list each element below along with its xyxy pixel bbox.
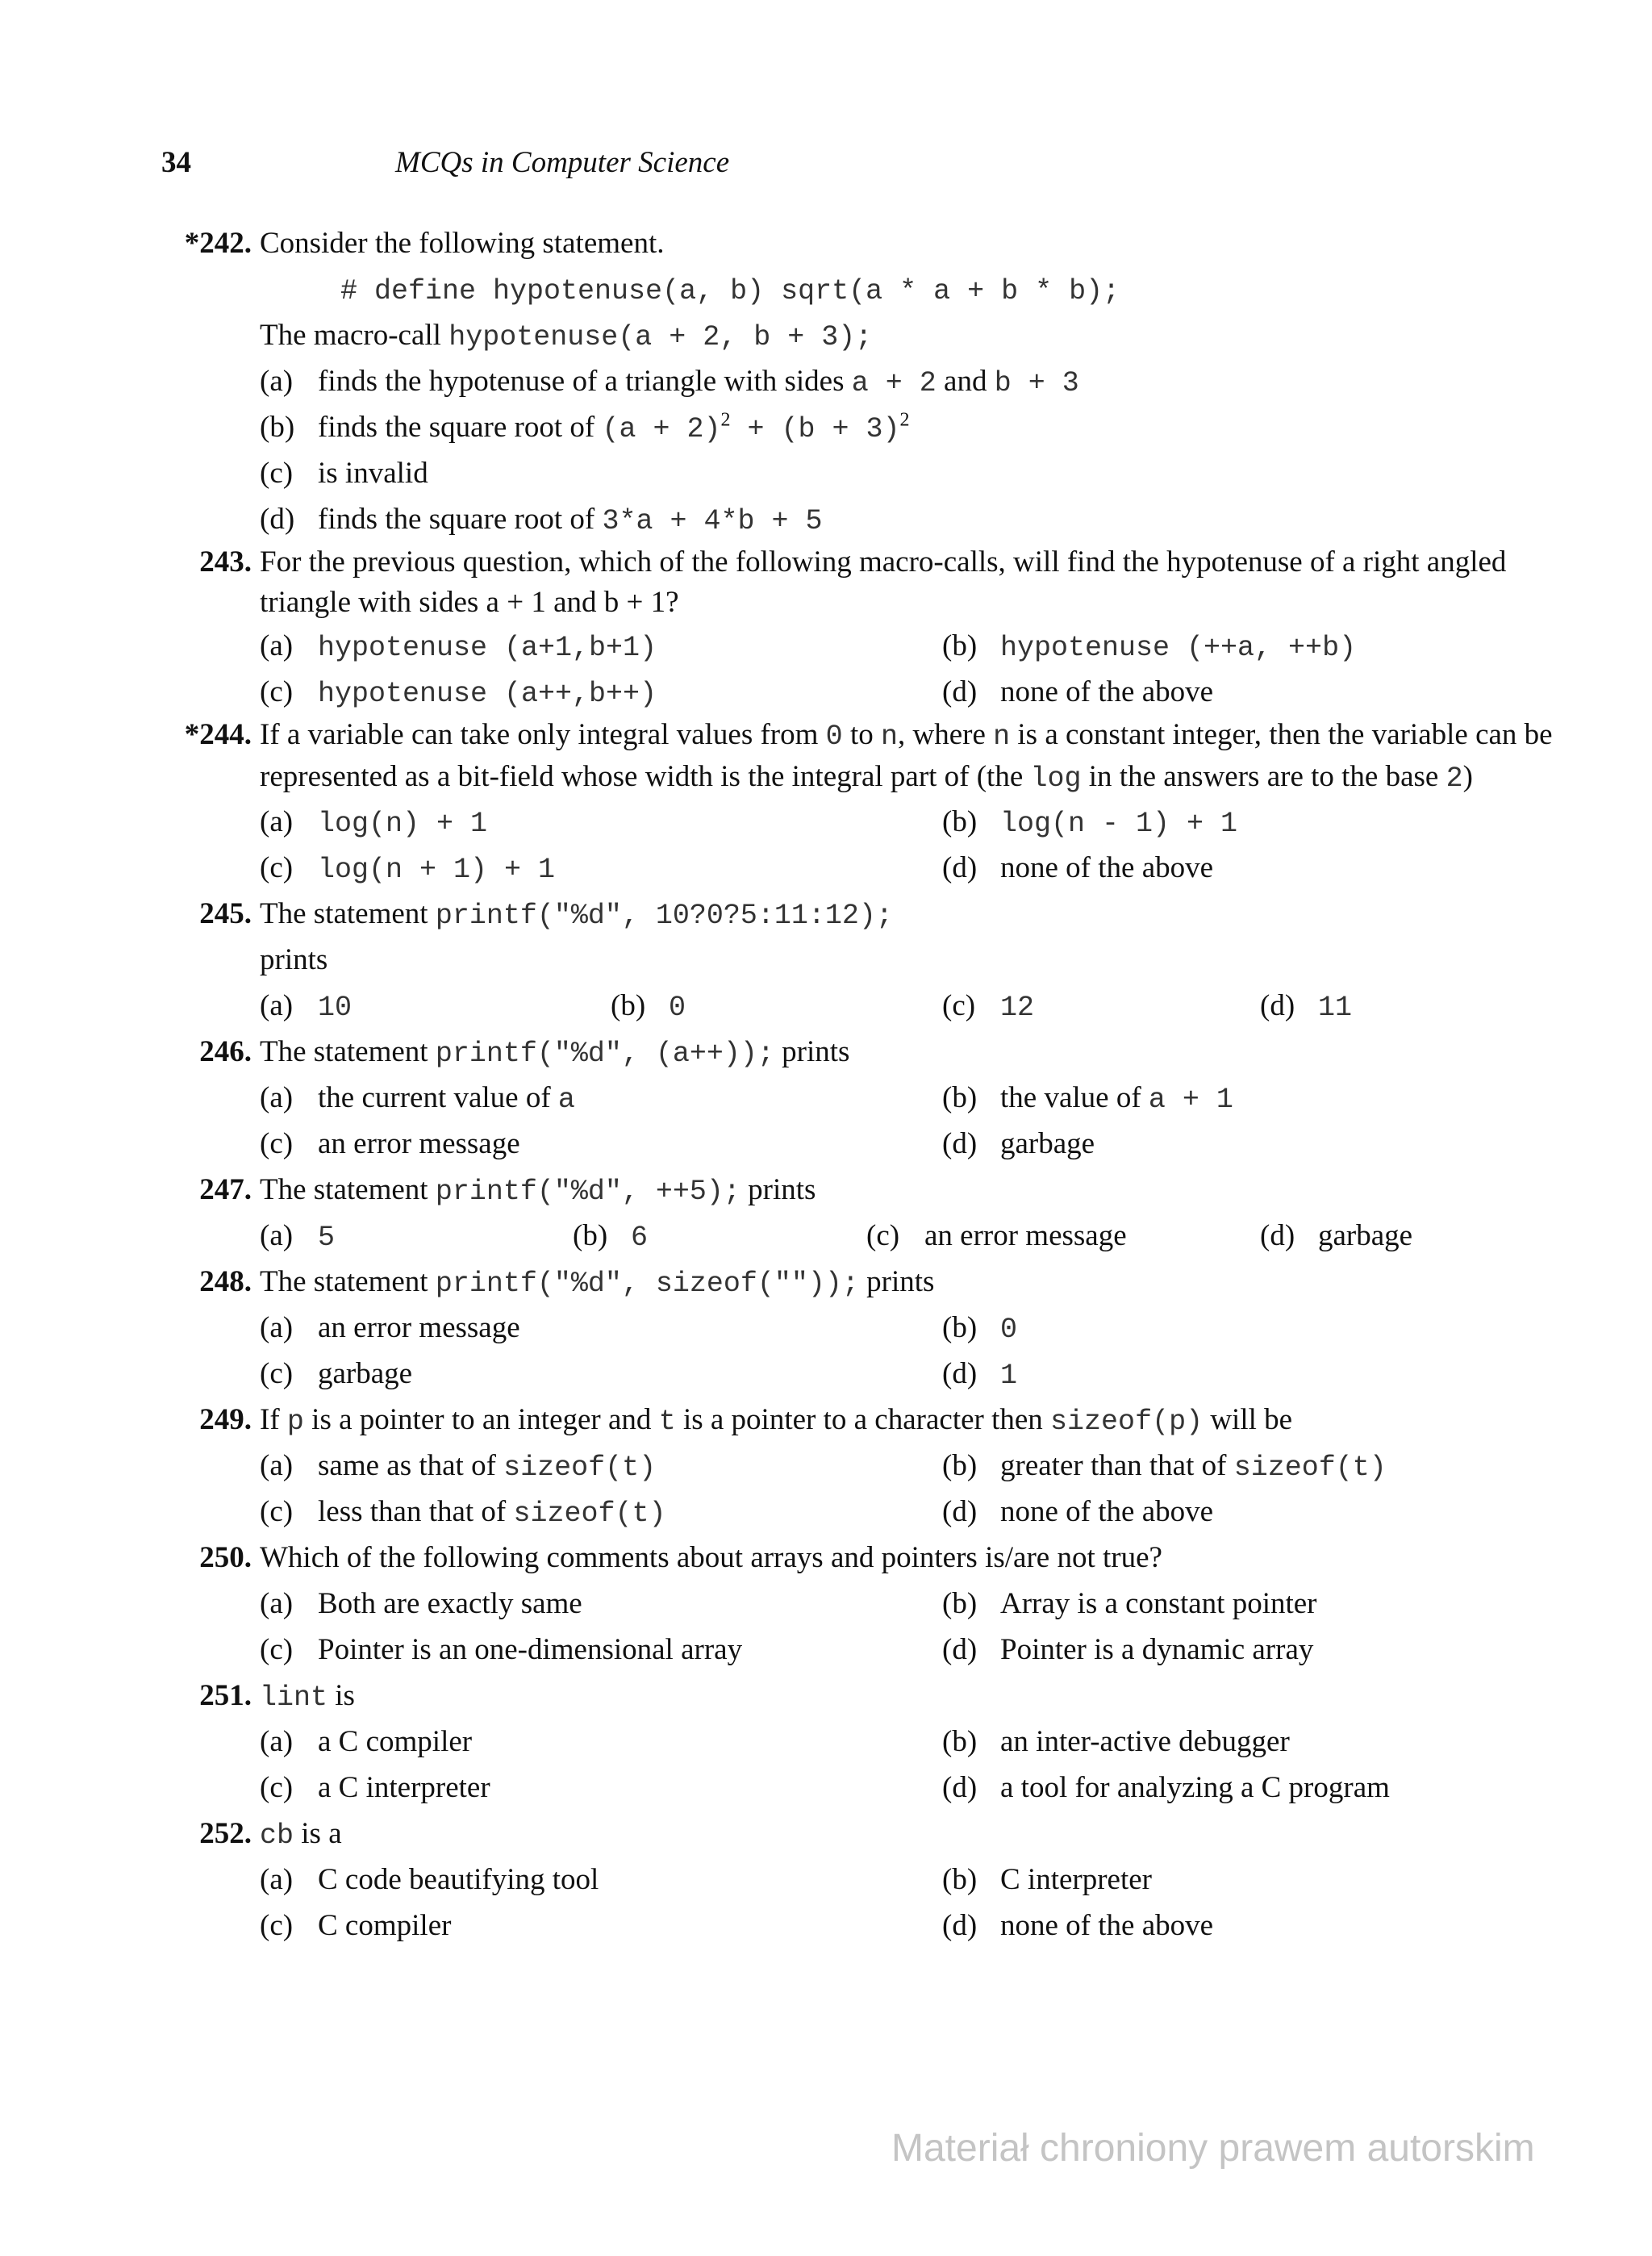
option-b: (b) C interpreter: [942, 1863, 1152, 1896]
option-d: (d) Pointer is a dynamic array: [942, 1633, 1314, 1666]
option-b: (b) hypotenuse (++a, ++b): [942, 629, 1357, 664]
option-d: (d) finds the square root of 3*a + 4*b + 5: [260, 503, 823, 537]
macro-call-code: hypotenuse(a + 2, b + 3);: [448, 321, 873, 353]
question-number: *244.: [184, 718, 252, 751]
question-247: [161, 1167, 1589, 1259]
question-stem: If p is a pointer to an integer and t is a pointer to a character then sizeof(p) will be: [260, 1403, 1293, 1438]
option-b: (b) the value of a + 1: [942, 1081, 1233, 1116]
option-a: (a) a C compiler: [260, 1725, 473, 1758]
option-b: (b) finds the square root of $(a + 2)^2 + (b + 3)^2$: [260, 409, 910, 445]
question-245: [161, 891, 1589, 1029]
question-number: 243.: [199, 545, 252, 579]
question-stem: Consider the following statement.: [260, 227, 665, 260]
question-number: *242.: [184, 227, 252, 260]
option-c: (c) an error message: [260, 1127, 520, 1160]
option-d: (d) 1: [942, 1357, 1018, 1392]
question-251: [161, 1673, 1589, 1811]
question-244: [161, 715, 1589, 891]
option-c: (c) an error message: [866, 1219, 1127, 1252]
question-stem: Which of the following comments about arrays and pointers is/are not true?: [260, 1541, 1162, 1574]
option-c: (c) is invalid: [260, 457, 428, 490]
option-d: (d) none of the above: [942, 1495, 1214, 1528]
question-248: [161, 1259, 1589, 1397]
question-number: 248.: [199, 1265, 252, 1298]
option-a: (a) C code beautifying tool: [260, 1863, 599, 1896]
option-a: (a) log(n) + 1: [260, 805, 488, 840]
copyright-watermark: Materiał chroniony prawem autorskim: [891, 2127, 1535, 2170]
option-c: (c) less than that of sizeof(t): [260, 1495, 666, 1530]
option-a: (a) 5: [260, 1219, 336, 1254]
option-b: (b) log(n - 1) + 1: [942, 805, 1238, 840]
option-d: (d) none of the above: [942, 851, 1214, 884]
code-statement: # define hypotenuse(a, b) sqrt(a * a + b * b);: [340, 275, 1120, 307]
question-number: 251.: [199, 1679, 252, 1712]
option-d: (d) none of the above: [942, 1909, 1214, 1942]
option-c: (c) Pointer is an one-dimensional array: [260, 1633, 743, 1666]
option-d: (d) none of the above: [942, 675, 1214, 708]
question-list: [161, 220, 1589, 1949]
page-number: 34: [161, 146, 191, 179]
option-c: (c) C compiler: [260, 1909, 452, 1942]
option-b: (b) Array is a constant pointer: [942, 1587, 1317, 1620]
option-a: (a) an error message: [260, 1311, 520, 1344]
option-d: (d) garbage: [942, 1127, 1095, 1160]
question-number: 252.: [199, 1817, 252, 1850]
option-c: (c) hypotenuse (a++,b++): [260, 675, 657, 710]
option-a: (a) same as that of sizeof(t): [260, 1449, 657, 1484]
question-246: [161, 1029, 1589, 1167]
option-d: (d) garbage: [1260, 1219, 1413, 1252]
question-stem: The statement printf("%d", 10?0?5:11:12);: [260, 897, 893, 932]
option-a: (a) finds the hypotenuse of a triangle with sides a + 2 and b + 3: [260, 365, 1079, 399]
question-252: [161, 1811, 1589, 1949]
option-c: (c) 12: [942, 989, 1035, 1024]
option-c: (c) a C interpreter: [260, 1771, 490, 1804]
option-b: (b) 6: [573, 1219, 649, 1254]
question-stem: For the previous question, which of the following macro-calls, will find the hypotenuse of a right angled triangle with sides a + 1 and b + 1?: [260, 545, 1507, 619]
question-249: [161, 1397, 1589, 1535]
question-242: [161, 220, 1589, 542]
question-stem: lint is: [260, 1679, 355, 1714]
question-number: 246.: [199, 1035, 252, 1068]
question-stem: The statement printf("%d", (a++)); prints: [260, 1035, 850, 1070]
question-number: 250.: [199, 1541, 252, 1574]
question-stem-suffix: prints: [260, 943, 328, 976]
option-b: (b) 0: [942, 1311, 1018, 1346]
question-stem: cb is a: [260, 1817, 342, 1852]
option-b: (b) an inter-active debugger: [942, 1725, 1290, 1758]
question-number: 249.: [199, 1403, 252, 1436]
question-243: [161, 542, 1589, 715]
running-title: MCQs in Computer Science: [395, 146, 730, 179]
question-number: 245.: [199, 897, 252, 930]
option-a: (a) 10: [260, 989, 353, 1024]
option-c: (c) log(n + 1) + 1: [260, 851, 556, 886]
option-c: (c) garbage: [260, 1357, 413, 1390]
option-d: (d) 11: [1260, 989, 1353, 1024]
option-b: (b) 0: [611, 989, 686, 1024]
option-a: (a) the current value of a: [260, 1081, 575, 1116]
question-number: 247.: [199, 1173, 252, 1206]
option-a: (a) Both are exactly same: [260, 1587, 582, 1620]
question-250: [161, 1535, 1589, 1673]
option-a: (a) hypotenuse (a+1,b+1): [260, 629, 657, 664]
option-d: (d) a tool for analyzing a C program: [942, 1771, 1390, 1804]
question-stem: If a variable can take only integral values from 0 to n, where n is a constant integer, then the variable can be represented as a bit-field whose width is the integral part of (the log in the answers are to the base 2): [260, 718, 1553, 795]
question-stem: The statement printf("%d", sizeof("")); prints: [260, 1265, 935, 1300]
macro-call-line: The macro-call hypotenuse(a + 2, b + 3);: [260, 319, 873, 353]
option-b: (b) greater than that of sizeof(t): [942, 1449, 1387, 1484]
question-stem: The statement printf("%d", ++5); prints: [260, 1173, 816, 1208]
